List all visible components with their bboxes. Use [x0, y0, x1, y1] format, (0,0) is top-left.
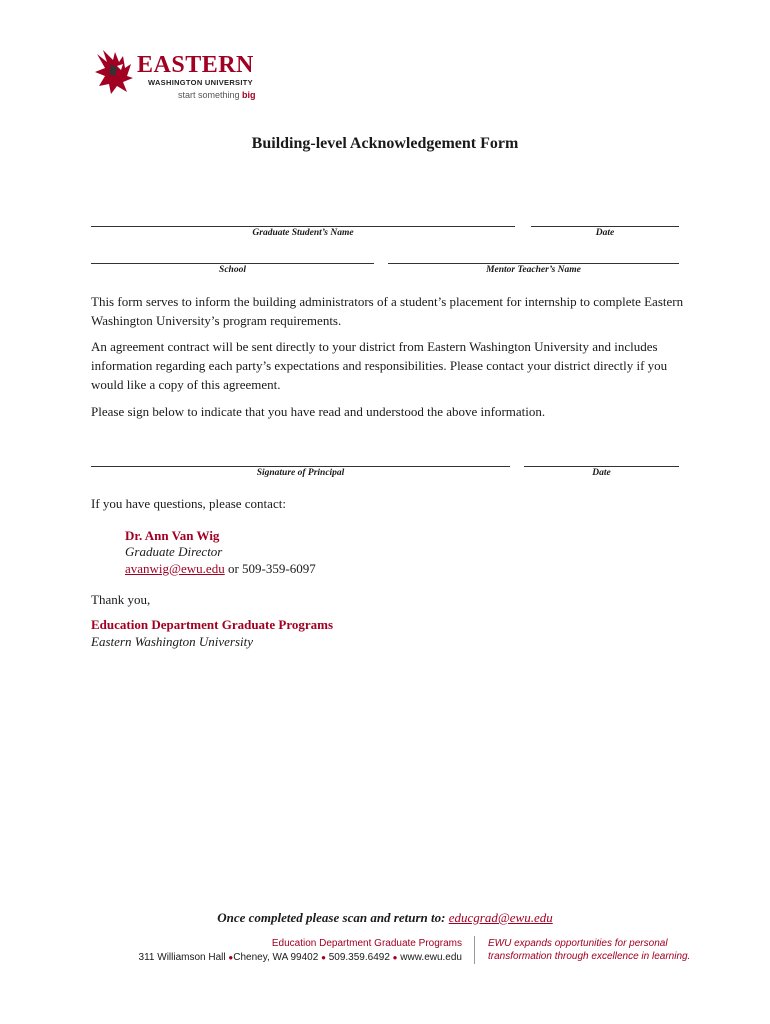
paragraph-2: An agreement contract will be sent directly to your district from Eastern Washington University and includes information regarding each party’s expectations and responsibilities. Please contact your district directly if you would like a copy of this agreement. — [91, 339, 668, 392]
logo-tagline — [178, 90, 256, 100]
footer-slogan-line1: EWU expands opportunities for personal — [488, 938, 668, 949]
bullet-icon: ● — [392, 953, 398, 962]
footer-web[interactable]: www.ewu.edu — [400, 952, 462, 963]
footer-phone: 509.359.6492 — [328, 952, 390, 963]
signoff-dept: Education Department Graduate Programs — [91, 617, 334, 632]
bullet-icon: ● — [321, 953, 326, 962]
mentor-line[interactable] — [388, 263, 679, 264]
return-email-link[interactable]: educgrad@ewu.edu — [448, 910, 553, 925]
footer-street: 311 Williamson Hall — [138, 952, 226, 963]
eagle-icon — [93, 46, 137, 96]
school-line[interactable] — [91, 263, 374, 264]
principal-signature-line[interactable] — [91, 466, 510, 467]
date-label-1: Date — [595, 228, 615, 238]
signoff-university: Eastern Washington University — [91, 634, 254, 649]
return-instructions — [0, 910, 770, 926]
bullet-icon: ● — [228, 953, 234, 962]
paragraph-3: Please sign below to indicate that you have read and understood the above information. — [91, 404, 546, 419]
footer-address-block — [110, 937, 462, 965]
mentor-label: Mentor Teacher’s Name — [486, 265, 581, 275]
school-label: School — [219, 265, 246, 275]
footer-slogan — [488, 937, 690, 963]
paragraph-1: This form serves to inform the building administrators of a student’s placement for internship to complete Eastern Washington University’s program requirements. — [91, 294, 684, 328]
eastern-washington-logo — [93, 46, 273, 108]
footer-divider — [474, 936, 475, 964]
tagline-start: start something — [178, 90, 240, 100]
contact-phone: or 509-359-6097 — [224, 561, 316, 576]
footer-city: Cheney, WA 99402 — [233, 952, 319, 963]
contact-name: Dr. Ann Van Wig — [125, 528, 220, 543]
logo-university: WASHINGTON UNIVERSITY — [148, 78, 253, 87]
contact-line — [125, 561, 316, 577]
logo-wordmark: EASTERN — [137, 52, 254, 78]
footer-address — [110, 951, 462, 965]
footer-slogan-line2: transformation through excellence in learning. — [488, 951, 691, 962]
contact-intro: If you have questions, please contact: — [91, 496, 286, 511]
contact-role: Graduate Director — [125, 544, 223, 559]
contact-email-link[interactable]: avanwig@ewu.edu — [125, 561, 225, 576]
date-line-2[interactable] — [524, 466, 679, 467]
tagline-big: big — [242, 90, 256, 100]
principal-signature-label: Signature of Principal — [256, 468, 345, 478]
page-title: Building-level Acknowledgement Form — [251, 135, 519, 152]
thanks-text: Thank you, — [91, 592, 151, 607]
footer-dept: Education Department Graduate Programs — [271, 938, 462, 949]
date-label-2: Date — [592, 468, 611, 478]
student-name-line[interactable] — [91, 226, 515, 227]
date-line-1[interactable] — [531, 226, 679, 227]
return-text: Once completed please scan and return to: — [217, 910, 449, 925]
student-name-label: Graduate Student’s Name — [252, 228, 354, 238]
